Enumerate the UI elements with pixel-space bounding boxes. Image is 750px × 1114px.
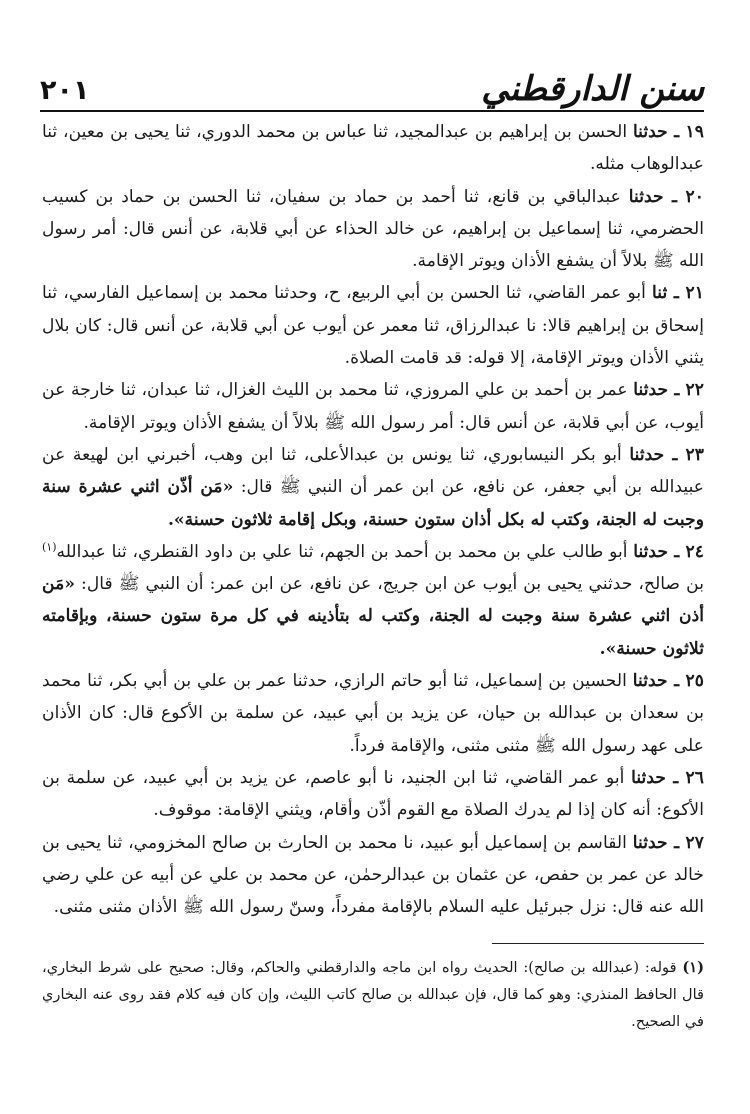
hadith-quote: «مَن أذّن اثني عشرة سنة وجبت له الجنة، وكتب له بكل أذان ستون حسنة، وبكل إقامة ثلاثون حسنة». — [42, 477, 704, 530]
hadith-number: ٢٠ — [685, 186, 704, 207]
hadith-lead: حدثنا — [629, 444, 665, 465]
hadith-number: ٢٤ — [685, 541, 704, 562]
hadith-lead: حدثنا — [632, 671, 668, 692]
hadith-lead: حدثنا — [631, 767, 666, 788]
page-header — [40, 58, 704, 112]
hadith-number: ٢٣ — [685, 444, 704, 465]
hadith-text: أبو بكر النيسابوري، ثنا يونس بن عبدالأعلى، ثنا ابن وهب، أخبرني ابن لهيعة عن عبيدالله بن أبي جعفر، عن نافع، عن ابن عمر أن النبي ﷺ قال: — [42, 444, 705, 498]
hadith-lead: حدثنا — [628, 186, 664, 207]
hadith-number: ١٩ — [685, 122, 704, 142]
footnote-text: قوله: (عبدالله بن صالح): الحديث رواه ابن ماجه والدارقطني والحاكم، وقال: صحيح على شرط البخاري، قال الحافظ المنذري: وهو كما قال، فإن عبدالله بن صالح كاتب الليث، وإن كان فيه كلام فقد روى عنه البخاري في الصحيح. — [42, 959, 704, 1030]
hadith-text: عمر بن أحمد بن علي المروزي، ثنا محمد بن الليث الغزال، ثنا عبدان، ثنا خارجة عن أيوب، عن أبي قلابة، عن أنس قال: أمر رسول الله ﷺ بلالاً أن يشفع الأذان ويوتر الإقامة. — [42, 380, 704, 433]
hadith-24: ٢٤ ـ حدثنا أبو طالب علي بن محمد بن أحمد بن الجهم، ثنا علي بن داود القنطري، ثنا عبدالله$^{(١)}$ بن صالح، حدثني يحيى بن أيوب عن ابن جريج، عن نافع، عن ابن عمر: أن النبي ﷺ قال: «مَن أذن اثني عشرة سنة وجبت له الجنة، وكتب له بتأذينه في كل مرة ستون حسنة، وبإقامته ثلاثون حسنة». — [42, 540, 704, 659]
hadith-list — [42, 116, 704, 923]
hadith-text-before-ref: أبو طالب علي بن محمد بن أحمد بن الجهم، ثنا علي بن داود القنطري، ثنا عبدالله — [56, 541, 628, 562]
book-title: سنن الدارقطني — [481, 69, 704, 109]
hadith-text: القاسم بن إسماعيل أبو عبيد، نا محمد بن الحارث بن صالح المخزومي، ثنا يحيى بن خالد عن عمر بن حفص، عن عثمان بن عبدالرحمٰن، عن محمد بن علي عن أبيه عن علي رضي الله عنه قال: نزل جبرئيل عليه السلام بالإقامة مفرداً، وسنّ رسول الله ﷺ الأذان مثنى مثنى. — [42, 832, 704, 918]
hadith-23: ٢٣ ـ حدثنا أبو بكر النيسابوري، ثنا يونس بن عبدالأعلى، ثنا ابن وهب، أخبرني ابن لهيعة عن عبيدالله بن أبي جعفر، عن نافع، عن ابن عمر أن النبي ﷺ قال: «مَن أذّن اثني عشرة سنة وجبت له الجنة، وكتب له بكل أذان ستون حسنة، وبكل إقامة ثلاثون حسنة». — [42, 444, 705, 530]
hadith-lead: حدثنا — [632, 832, 668, 853]
hadith-text: أبو عمر القاضي، ثنا الحسن بن أبي الربيع، ح، وحدثنا محمد بن إسماعيل الفارسي، ثنا إسحاق بن إبراهيم قالا: نا عبدالرزاق، ثنا معمر عن أيوب عن أبي قلابة، عن أنس قال: كان بلال يثني الأذان ويوتر الإقامة، إلا قوله: قد قامت الصلاة. — [42, 283, 704, 369]
hadith-quote: «مَن أذن اثني عشرة سنة وجبت له الجنة، وكتب له بتأذينه في كل مرة ستون حسنة، وبإقامته ثلاثون حسنة». — [42, 574, 704, 659]
hadith-number: ٢٧ — [685, 832, 704, 853]
hadith-number: ٢١ — [685, 283, 704, 304]
hadith-21: ٢١ ـ ثنا أبو عمر القاضي، ثنا الحسن بن أبي الربيع، ح، وحدثنا محمد بن إسماعيل الفارسي، ثنا إسحاق بن إبراهيم قالا: نا عبدالرزاق، ثنا معمر عن أيوب عن أبي قلابة، عن أنس قال: كان بلال يثني الأذان ويوتر الإقامة، إلا قوله: قد قامت الصلاة. — [42, 283, 704, 369]
hadith-26: ٢٦ ـ حدثنا أبو عمر القاضي، ثنا ابن الجنيد، نا أبو عاصم، عن يزيد بن أبي عبيد، عن سلمة بن الأكوع: أنه كان إذا لم يدرك الصلاة مع القوم أذّن وأقام، ويثني الإقامة: موقوف. — [42, 767, 704, 821]
hadith-lead: حدثنا — [633, 541, 669, 562]
hadith-20: ٢٠ ـ حدثنا عبدالباقي بن قانع، ثنا أحمد بن حماد بن سفيان، ثنا الحسن بن حماد بن كسيب الحضرمي، ثنا إسماعيل بن إبراهيم، عن خالد الحذاء عن أبي قلابة، عن أنس قال: أمر رسول الله ﷺ بلالاً أن يشفع الأذان ويوتر الإقامة. — [42, 186, 704, 272]
hadith-text: بن صالح، حدثني يحيى بن أيوب عن ابن جريج، عن نافع، عن ابن عمر: أن النبي ﷺ قال: — [75, 574, 704, 595]
footnote-number: (١) — [682, 959, 705, 976]
page-number: ٢٠١ — [40, 75, 90, 106]
hadith-text: الحسن بن إبراهيم بن عبدالمجيد، ثنا عباس بن محمد الدوري، ثنا يحيى بن معين، ثنا عبدالوهاب مثله. — [42, 122, 704, 175]
footnote — [42, 954, 704, 1035]
hadith-number: ٢٥ — [685, 671, 704, 692]
hadith-27: ٢٧ ـ حدثنا القاسم بن إسماعيل أبو عبيد، نا محمد بن الحارث بن صالح المخزومي، ثنا يحيى بن خالد عن عمر بن حفص، عن عثمان بن عبدالرحمٰن، عن محمد بن علي عن أبيه عن علي رضي الله عنه قال: نزل جبرئيل عليه السلام بالإقامة مفرداً، وسنّ رسول الله ﷺ الأذان مثنى مثنى. — [42, 832, 704, 918]
hadith-lead: حدثنا — [632, 122, 668, 142]
hadith-number: ٢٢ — [685, 380, 704, 401]
footnote-reference[interactable]: (١) — [42, 540, 57, 554]
hadith-19: ١٩ ـ حدثنا الحسن بن إبراهيم بن عبدالمجيد، ثنا عباس بن محمد الدوري، ثنا يحيى بن معين، ثنا عبدالوهاب مثله. — [42, 122, 704, 175]
hadith-text: الحسين بن إسماعيل، ثنا أبو حاتم الرازي، حدثنا عمر بن علي بن أبي بكر، ثنا محمد بن سعدان بن عبدالله بن حيان، عن يزيد بن أبي عبيد، عن سلمة بن الأكوع قال: كان الأذان على عهد رسول الله ﷺ مثنى مثنى، والإقامة فرداً. — [42, 671, 704, 756]
hadith-number: ٢٦ — [685, 767, 704, 788]
hadith-25: ٢٥ ـ حدثنا الحسين بن إسماعيل، ثنا أبو حاتم الرازي، حدثنا عمر بن علي بن أبي بكر، ثنا محمد بن سعدان بن عبدالله بن حيان، عن يزيد بن أبي عبيد، عن سلمة بن الأكوع قال: كان الأذان على عهد رسول الله ﷺ مثنى مثنى، والإقامة فرداً. — [42, 671, 704, 756]
footnote-divider — [492, 943, 704, 944]
hadith-22: ٢٢ ـ حدثنا عمر بن أحمد بن علي المروزي، ثنا محمد بن الليث الغزال، ثنا عبدان، ثنا خارجة عن أيوب، عن أبي قلابة، عن أنس قال: أمر رسول الله ﷺ بلالاً أن يشفع الأذان ويوتر الإقامة. — [42, 380, 704, 433]
hadith-text: عبدالباقي بن قانع، ثنا أحمد بن حماد بن سفيان، ثنا الحسن بن حماد بن كسيب الحضرمي، ثنا إسماعيل بن إبراهيم، عن خالد الحذاء عن أبي قلابة، عن أنس قال: أمر رسول الله ﷺ بلالاً أن يشفع الأذان ويوتر الإقامة. — [42, 186, 704, 272]
hadith-lead: ثنا — [652, 283, 668, 304]
hadith-lead: حدثنا — [633, 380, 669, 401]
hadith-text: أبو عمر القاضي، ثنا ابن الجنيد، نا أبو عاصم، عن يزيد بن أبي عبيد، عن سلمة بن الأكوع: أنه كان إذا لم يدرك الصلاة مع القوم أذّن وأقام، ويثني الإقامة: موقوف. — [42, 767, 704, 821]
